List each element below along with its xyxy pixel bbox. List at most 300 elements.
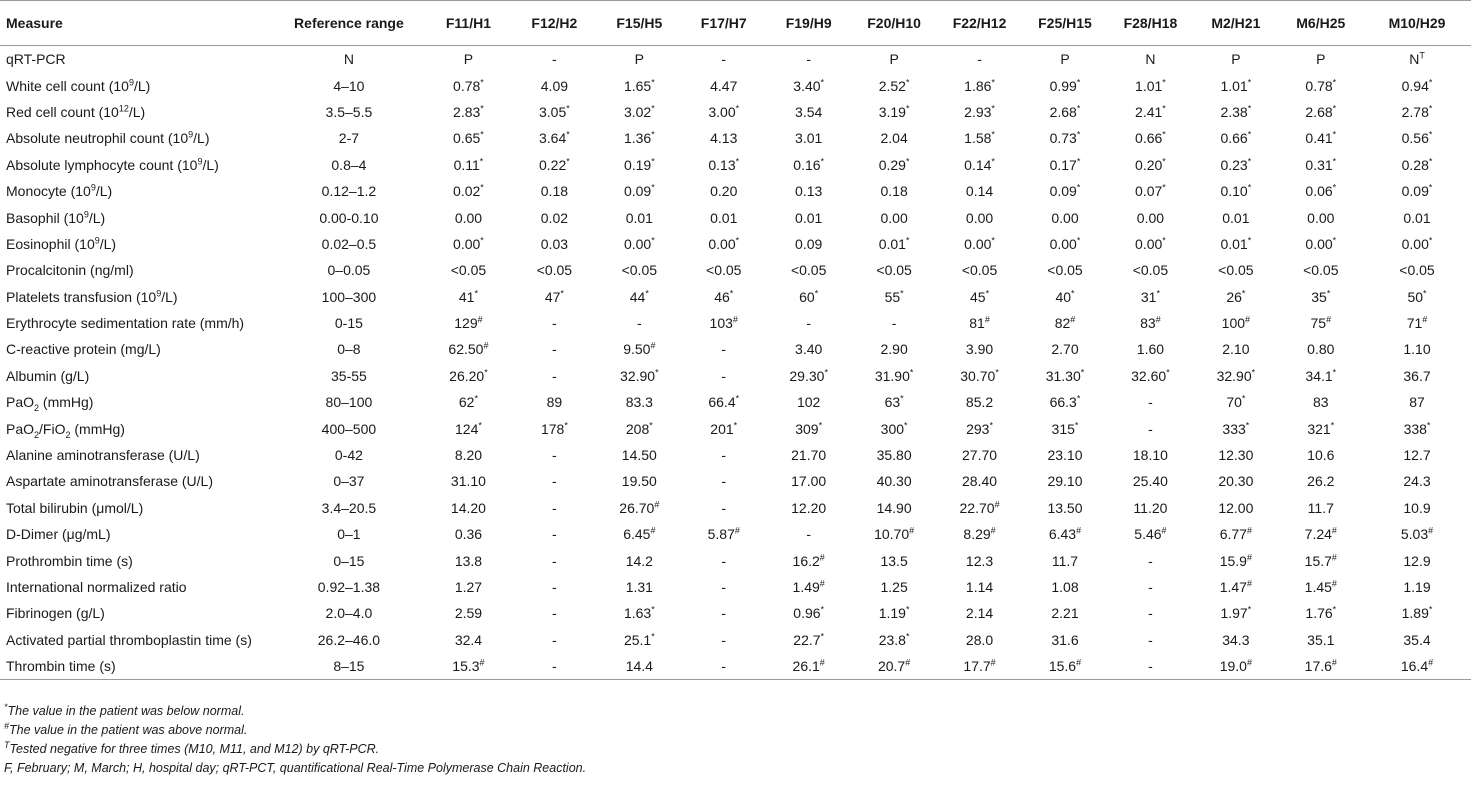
value-cell: 47* (544, 288, 564, 305)
value-cell: 0.00* (1049, 235, 1081, 252)
value-cell: 10.9 (1403, 499, 1431, 516)
value-cell: 102 (796, 394, 821, 411)
value-cell: 12.3 (965, 552, 994, 569)
value-cell: 0.00* (1305, 235, 1337, 252)
value-cell: 0.14 (965, 183, 994, 200)
table-row (0, 257, 1471, 283)
value-cell: 41* (458, 288, 478, 305)
value-cell: 5.87# (707, 525, 740, 543)
value-cell: 0.09* (623, 182, 655, 200)
table-row (0, 468, 1471, 494)
measure-cell: Thrombin time (s) (0, 653, 273, 680)
value-cell: 17.6# (1279, 653, 1363, 680)
reference-range-cell: 0.12–1.2 (321, 183, 377, 200)
reference-range-cell: 80–100 (325, 394, 373, 411)
value-cell: 0.13 (795, 183, 823, 200)
value-cell: 2.04 (880, 130, 908, 147)
value-cell: - (552, 631, 557, 648)
value-cell: 1.01* (1220, 76, 1252, 94)
table-header (0, 1, 1471, 46)
value-cell: <0.05 (706, 262, 742, 279)
value-cell: 5.03# (1400, 525, 1434, 543)
value-cell: 2.83* (453, 103, 484, 120)
value-cell: - (721, 473, 727, 490)
value-cell: 0.18 (540, 183, 569, 200)
table-footnotes (4, 702, 586, 778)
value-cell: 10.6 (1307, 447, 1335, 464)
value-cell: 29.30* (789, 367, 828, 384)
value-cell: - (721, 631, 727, 648)
value-cell: 1.76* (1305, 604, 1337, 622)
value-cell: 24.3 (1403, 473, 1431, 490)
reference-range-cell: 0–15 (333, 552, 365, 569)
table-row (0, 99, 1471, 125)
value-cell: - (721, 51, 727, 68)
reference-range-cell: 0–0.05 (327, 262, 371, 279)
value-cell: - (552, 526, 557, 543)
reference-range-cell: 4–10 (333, 77, 365, 94)
column-header-date: F25/H15 (1038, 15, 1092, 31)
measure-cell: Aspartate aminotransferase (U/L) (6, 473, 213, 490)
reference-range-cell: N (343, 51, 354, 68)
value-cell: 12.9 (1403, 552, 1431, 569)
measure-cell: International normalized ratio (6, 579, 187, 595)
value-cell: - (552, 473, 557, 490)
reference-range-cell: 0-15 (334, 315, 363, 332)
value-cell: - (721, 447, 727, 464)
measure-cell: Total bilirubin (μmol/L) (6, 499, 144, 516)
value-cell: 14.50 (621, 447, 657, 464)
value-cell: 0.78* (1305, 76, 1337, 94)
value-cell: 19.0# (1193, 653, 1278, 680)
value-cell: 0.09* (1401, 182, 1433, 200)
table-row (0, 547, 1471, 573)
column-header-date: F19/H9 (785, 15, 832, 31)
value-cell: 5.46# (1134, 525, 1167, 543)
reference-range-cell: 0–1 (337, 526, 361, 543)
measure-cell: Alanine aminotransferase (U/L) (6, 447, 200, 464)
value-cell: 31* (1140, 288, 1160, 305)
value-cell: 3.05* (539, 103, 570, 120)
value-cell: 0.01 (795, 209, 823, 226)
value-cell: 0.00 (1307, 209, 1335, 226)
value-cell: 21.70 (791, 447, 827, 464)
value-cell: 0.00 (880, 209, 908, 226)
value-cell: 14.2 (625, 552, 653, 569)
table-row (0, 442, 1471, 468)
value-cell: - (721, 499, 727, 516)
measure-cell: Prothrombin time (s) (6, 552, 133, 569)
value-cell: 0.00* (453, 235, 484, 252)
measure-cell: Monocyte $(10^9/L)$ (6, 182, 113, 200)
value-cell: 0.00 (965, 209, 994, 226)
table-row (0, 125, 1471, 151)
value-cell: 321* (1307, 420, 1335, 437)
value-cell: 14.4 (597, 653, 681, 680)
value-cell: 26.20* (449, 367, 488, 384)
value-cell: - (721, 367, 727, 384)
value-cell: 0.09 (795, 235, 823, 252)
value-cell: 0.11* (453, 156, 484, 173)
footnote-mark: T (4, 739, 10, 750)
value-cell: 3.40 (795, 341, 823, 358)
value-cell: 1.08 (1051, 579, 1079, 595)
value-cell: <0.05 (1303, 262, 1339, 279)
value-cell: 26.70# (619, 499, 660, 516)
value-cell: 0.09* (1049, 182, 1081, 200)
value-cell: 35.80 (876, 447, 912, 464)
measure-cell: Fibrinogen (g/L) (6, 605, 105, 622)
footnote-mark: # (4, 720, 10, 731)
value-cell: 0.65* (453, 129, 484, 147)
value-cell: 22.70# (959, 499, 1000, 516)
value-cell: 12.30 (1218, 447, 1254, 464)
reference-range-cell: 3.5–5.5 (325, 103, 373, 120)
value-cell: 2.38* (1220, 103, 1252, 120)
value-cell: - (721, 579, 727, 595)
table-row (0, 204, 1471, 230)
value-cell: - (636, 315, 642, 332)
value-cell: 14.90 (876, 499, 912, 516)
value-cell: - (1108, 653, 1193, 680)
value-cell: 31.6 (1051, 631, 1079, 648)
column-header-date: M2/H21 (1211, 15, 1261, 31)
value-cell: - (1148, 552, 1153, 569)
reference-range-cell: 0–8 (337, 341, 361, 358)
value-cell: 124* (455, 420, 482, 437)
measure-cell: Platelets transfusion $(10^9/L)$ (6, 288, 178, 305)
value-cell: 0.03 (540, 235, 569, 252)
value-cell: 1.97* (1220, 604, 1252, 622)
value-cell: - (806, 526, 811, 543)
measure-cell: White cell count $(10^9/L)$ (6, 76, 151, 94)
value-cell: - (552, 341, 557, 358)
value-cell: 66.4* (708, 393, 740, 411)
value-cell: 0.16* (793, 156, 825, 173)
value-cell: 40* (1055, 288, 1075, 305)
reference-range-cell: 0.00-0.10 (319, 209, 379, 226)
table-row (0, 284, 1471, 310)
value-cell: 0.01* (878, 235, 910, 252)
value-cell: - (977, 51, 982, 68)
value-cell: 85.2 (965, 394, 994, 411)
column-header-reference-range: Reference range (294, 15, 404, 31)
value-cell: 35.4 (1403, 631, 1431, 648)
value-cell: 0.13* (708, 156, 740, 173)
value-cell: <0.05 (1218, 262, 1254, 279)
value-cell: 0.31* (1305, 156, 1337, 173)
value-cell: 0.66* (1220, 129, 1252, 147)
value-cell: 10.70# (874, 525, 915, 543)
value-cell: - (552, 367, 557, 384)
value-cell: 1.25 (880, 579, 908, 595)
value-cell: 26.2 (1307, 473, 1335, 490)
value-cell: 19.50 (621, 473, 657, 490)
value-cell: <0.05 (1132, 262, 1169, 279)
value-cell: 0.01 (1403, 209, 1431, 226)
value-cell: 1.47# (1219, 578, 1252, 595)
value-cell: - (891, 315, 897, 332)
value-cell: P (1316, 51, 1326, 68)
value-cell: 0.22* (539, 156, 570, 173)
value-cell: 0.96* (793, 604, 825, 622)
measure-cell: Basophil $(10^9/L)$ (6, 208, 106, 226)
value-cell: 0.10* (1220, 182, 1252, 200)
reference-range-cell: 8–15 (273, 653, 426, 680)
value-cell: 13.8 (454, 552, 483, 569)
value-cell: 31.10 (450, 473, 486, 490)
measure-cell: PaO$_2$ (mmHg) (6, 394, 94, 414)
measure-cell: Erythrocyte sedimentation rate (mm/h) (6, 315, 245, 332)
reference-range-cell: 26.2–46.0 (317, 631, 381, 648)
value-cell: 178* (540, 420, 568, 437)
value-cell: 3.01 (795, 130, 823, 147)
value-cell: 0.20* (1135, 156, 1166, 173)
reference-range-cell: 400–500 (321, 420, 377, 437)
value-cell: N (1145, 51, 1156, 68)
value-cell: 0.41* (1305, 129, 1337, 147)
value-cell: - (552, 605, 557, 622)
value-cell: 13.5 (880, 552, 908, 569)
value-cell: 0.00 (1136, 209, 1165, 226)
value-cell: 0.00* (964, 235, 995, 252)
value-cell: 0.00 (454, 209, 483, 226)
value-cell: <0.05 (536, 262, 573, 279)
measure-cell: Albumin (g/L) (6, 367, 90, 384)
value-cell: 1.45# (1304, 578, 1337, 595)
value-cell: 1.14 (965, 579, 994, 595)
value-cell: 0.28* (1401, 156, 1433, 173)
value-cell: 338* (1403, 420, 1431, 437)
reference-range-cell: 3.4–20.5 (321, 499, 377, 516)
reference-range-cell: 0.02–0.5 (321, 235, 377, 252)
value-cell: - (552, 552, 557, 569)
value-cell: 2.10 (1222, 341, 1250, 358)
table-row (0, 574, 1471, 600)
value-cell: P (889, 51, 899, 68)
header-row (0, 1, 1471, 46)
value-cell: 34.1* (1305, 367, 1337, 384)
value-cell: 0.17* (1049, 156, 1081, 173)
measure-cell: PaO$_2$/FiO$_2$ (mmHg) (6, 420, 125, 440)
value-cell: 40.30 (876, 473, 912, 490)
value-cell: 1.89* (1401, 604, 1433, 622)
value-cell: <0.05 (621, 262, 658, 279)
value-cell: 26* (1226, 288, 1246, 305)
value-cell: 83# (1140, 314, 1161, 332)
measure-cell: D-Dimer (μg/mL) (6, 526, 111, 543)
value-cell: 17.7# (937, 653, 1022, 680)
table-row (0, 72, 1471, 98)
value-cell: 11.7 (1307, 499, 1334, 516)
value-cell: 2.70 (1051, 341, 1079, 358)
value-cell: 81# (969, 314, 990, 332)
measure-cell: Absolute neutrophil count $(10^9/L)$ (6, 129, 210, 147)
column-header-date: F28/H18 (1123, 15, 1178, 31)
value-cell: - (806, 51, 811, 68)
value-cell: 36.7 (1403, 367, 1431, 384)
value-cell: 2.52* (878, 76, 910, 94)
table-row (0, 600, 1471, 626)
value-cell: 34.3 (1222, 631, 1250, 648)
value-cell: - (721, 605, 727, 622)
table-body (0, 46, 1471, 680)
value-cell: 12.7 (1403, 447, 1431, 464)
value-cell: 0.23* (1220, 156, 1252, 173)
value-cell: - (721, 341, 727, 358)
value-cell: 0.18 (880, 183, 908, 200)
footnote-text: The value in the patient was above normal. (9, 723, 248, 737)
value-cell: 103# (709, 314, 738, 332)
table-row (0, 336, 1471, 362)
value-cell: 29.10 (1047, 473, 1083, 490)
value-cell: 28.0 (965, 631, 994, 648)
value-cell: 0.66* (1135, 129, 1166, 147)
value-cell: 60* (799, 288, 819, 305)
value-cell: 0.78* (453, 76, 484, 94)
value-cell: 55* (884, 288, 904, 305)
value-cell: 0.06* (1305, 182, 1337, 200)
table-row (0, 627, 1471, 653)
value-cell: - (721, 552, 727, 569)
column-header-date: M6/H25 (1296, 15, 1346, 31)
value-cell: 50* (1407, 288, 1427, 305)
value-cell: 27.70 (962, 447, 998, 464)
footnote-above-normal (4, 721, 586, 740)
value-cell: 1.63* (623, 604, 655, 622)
reference-range-cell: 2-7 (338, 130, 360, 147)
value-cell: 0.20 (710, 183, 738, 200)
value-cell: 35* (1311, 288, 1331, 305)
value-cell: 62* (458, 393, 478, 411)
value-cell: 22.7* (793, 631, 825, 648)
value-cell: 12.20 (791, 499, 827, 516)
footnote-text: The value in the patient was below normal. (7, 704, 245, 718)
value-cell: 12.00 (1218, 499, 1254, 516)
value-cell: - (552, 51, 557, 68)
value-cell: 15.7# (1304, 551, 1337, 569)
value-cell: 0.36 (454, 526, 483, 543)
value-cell: 0.02* (453, 182, 484, 200)
value-cell: P (634, 51, 644, 68)
column-header-date: F11/H1 (445, 15, 491, 31)
measure-cell: Activated partial thromboplastin time (s) (6, 631, 252, 648)
value-cell: <0.05 (1047, 262, 1083, 279)
table-row (0, 653, 1471, 680)
value-cell: 44* (629, 288, 649, 305)
footnote-mark: * (4, 701, 8, 712)
value-cell: 1.86* (964, 76, 995, 94)
value-cell: 3.19* (878, 103, 910, 120)
column-header-date: F17/H7 (700, 15, 747, 31)
value-cell: 83.3 (625, 394, 653, 411)
value-cell: 2.59 (454, 605, 483, 622)
value-cell: 20.30 (1218, 473, 1254, 490)
value-cell: 1.60 (1136, 341, 1165, 358)
value-cell: 0.29* (878, 156, 910, 173)
value-cell: 1.58* (964, 129, 995, 147)
value-cell: 11.7 (1051, 552, 1079, 569)
value-cell: 87 (1409, 394, 1425, 411)
value-cell: - (552, 447, 557, 464)
measure-cell: Absolute lymphocyte count $(10^9/L)$ (6, 156, 219, 173)
table-row (0, 178, 1471, 204)
reference-range-cell: 2.0–4.0 (325, 605, 373, 622)
value-cell: 2.68* (1305, 103, 1337, 120)
value-cell: 28.40 (962, 473, 998, 490)
value-cell: P (1231, 51, 1241, 68)
value-cell: - (682, 653, 766, 680)
value-cell: 13.50 (1047, 499, 1083, 516)
measure-cell: qRT-PCR (6, 51, 66, 68)
value-cell: 31.30* (1045, 367, 1085, 384)
value-cell: 1.10 (1403, 341, 1431, 358)
value-cell: 3.00* (708, 103, 740, 120)
value-cell: 0.00 (1051, 209, 1079, 226)
table-row (0, 521, 1471, 547)
reference-range-cell: 0-42 (334, 447, 363, 464)
table-row (0, 152, 1471, 178)
value-cell: 4.09 (540, 77, 569, 94)
value-cell: 1.49# (792, 578, 825, 595)
value-cell: 18.10 (1132, 447, 1168, 464)
value-cell: 23.10 (1047, 447, 1083, 464)
value-cell: - (1148, 394, 1153, 411)
value-cell: 2.68* (1049, 103, 1081, 120)
footnote-tested-negative (4, 740, 586, 759)
value-cell: 0.73* (1049, 129, 1081, 147)
value-cell: 3.54 (795, 103, 823, 120)
value-cell: 70* (1226, 393, 1246, 411)
value-cell: 3.64* (539, 129, 570, 147)
value-cell: 201* (710, 420, 738, 437)
value-cell: 0.00* (1135, 235, 1166, 252)
value-cell: 15.9# (1219, 551, 1252, 569)
value-cell: 2.93* (964, 103, 995, 120)
value-cell: P (1060, 51, 1070, 68)
table-row (0, 389, 1471, 415)
table-row (0, 310, 1471, 336)
value-cell: 3.90 (965, 341, 994, 358)
value-cell: 45* (970, 288, 990, 305)
value-cell: 3.40* (793, 76, 825, 94)
table-row (0, 46, 1471, 73)
value-cell: 1.27 (454, 579, 483, 595)
reference-range-cell: 0.8–4 (331, 156, 367, 173)
value-cell: 100# (1221, 314, 1251, 332)
value-cell: <0.05 (450, 262, 487, 279)
value-cell: - (512, 653, 597, 680)
value-cell: 2.41* (1135, 103, 1166, 120)
reference-range-cell: 35-55 (331, 367, 367, 384)
value-cell: 2.78* (1401, 103, 1433, 120)
footnote-text: Tested negative for three times (M10, M11, and M12) by qRT-PCR. (9, 742, 380, 756)
reference-range-cell: 0.92–1.38 (317, 579, 381, 595)
value-cell: 0.94* (1401, 76, 1433, 94)
value-cell: 15.6# (1022, 653, 1107, 680)
value-cell: <0.05 (876, 262, 912, 279)
reference-range-cell: 100–300 (321, 288, 377, 305)
value-cell: 0.14* (964, 156, 995, 173)
value-cell: - (1148, 579, 1153, 595)
value-cell: P (463, 51, 474, 68)
value-cell: 6.77# (1219, 525, 1252, 543)
value-cell: 89 (546, 394, 563, 411)
value-cell: 20.7# (851, 653, 936, 680)
table-row (0, 231, 1471, 257)
footnote-below-normal (4, 702, 586, 721)
footnote-abbreviations: F, February; M, March; H, hospital day; qRT-PCT, quantificational Real-Time Polymerase Chain Reaction. (4, 761, 587, 775)
